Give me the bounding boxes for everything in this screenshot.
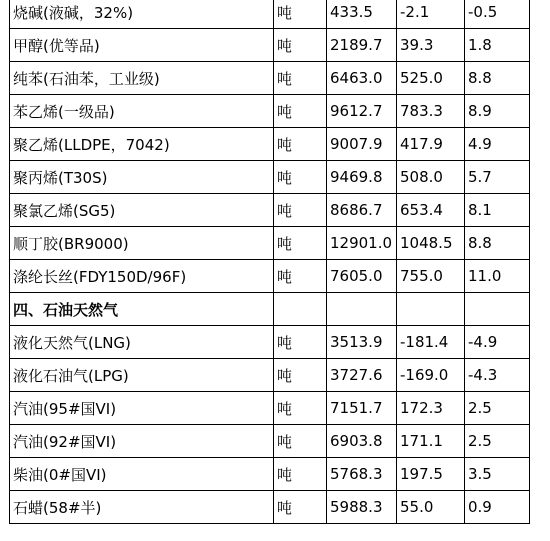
percent-change-cell: 4.9 — [465, 128, 530, 161]
product-name: 涤纶长丝(FDY150D/96F) — [10, 260, 274, 293]
price-cell: 2189.7 — [327, 29, 397, 62]
unit-cell: 吨 — [274, 161, 327, 194]
change-cell: 755.0 — [397, 260, 465, 293]
change-cell: 197.5 — [397, 458, 465, 491]
price-table — [9, 0, 530, 524]
change-cell: 417.9 — [397, 128, 465, 161]
price-cell: 9007.9 — [327, 128, 397, 161]
unit-cell: 吨 — [274, 227, 327, 260]
price-cell: 8686.7 — [327, 194, 397, 227]
change-cell: -169.0 — [397, 359, 465, 392]
unit-cell: 吨 — [274, 425, 327, 458]
percent-change-cell: 8.8 — [465, 62, 530, 95]
section-title: 四、石油天然气 — [10, 293, 274, 326]
product-name: 石蜡(58#半) — [10, 491, 274, 524]
unit-cell: 吨 — [274, 128, 327, 161]
percent-change-cell: 2.5 — [465, 425, 530, 458]
table-row — [10, 62, 530, 95]
product-name: 汽油(95#国VI) — [10, 392, 274, 425]
product-name: 柴油(0#国VI) — [10, 458, 274, 491]
product-name: 甲醇(优等品) — [10, 29, 274, 62]
unit-cell: 吨 — [274, 458, 327, 491]
product-name: 聚丙烯(T30S) — [10, 161, 274, 194]
change-cell: 55.0 — [397, 491, 465, 524]
price-cell: 3513.9 — [327, 326, 397, 359]
table-row — [10, 95, 530, 128]
percent-change-cell: 8.9 — [465, 95, 530, 128]
table-row — [10, 0, 530, 29]
percent-change-cell: -0.5 — [465, 0, 530, 29]
unit-cell: 吨 — [274, 359, 327, 392]
table-row — [10, 392, 530, 425]
percent-change-cell: 11.0 — [465, 260, 530, 293]
percent-change-cell: 8.8 — [465, 227, 530, 260]
change-cell: 172.3 — [397, 392, 465, 425]
unit-cell: 吨 — [274, 95, 327, 128]
change-cell: -2.1 — [397, 0, 465, 29]
percent-change-cell: 1.8 — [465, 29, 530, 62]
price-cell: 433.5 — [327, 0, 397, 29]
price-cell: 5988.3 — [327, 491, 397, 524]
product-name: 纯苯(石油苯，工业级) — [10, 62, 274, 95]
change-cell: 653.4 — [397, 194, 465, 227]
table-row — [10, 491, 530, 524]
product-name: 液化天然气(LNG) — [10, 326, 274, 359]
table-row — [10, 458, 530, 491]
table-row — [10, 194, 530, 227]
change-cell: 1048.5 — [397, 227, 465, 260]
unit-cell: 吨 — [274, 194, 327, 227]
unit-cell: 吨 — [274, 0, 327, 29]
change-cell: 39.3 — [397, 29, 465, 62]
percent-change-cell: 8.1 — [465, 194, 530, 227]
product-name: 汽油(92#国VI) — [10, 425, 274, 458]
price-cell: 7151.7 — [327, 392, 397, 425]
percent-change-cell: 5.7 — [465, 161, 530, 194]
unit-cell: 吨 — [274, 29, 327, 62]
percent-change-cell — [465, 293, 530, 326]
unit-cell: 吨 — [274, 392, 327, 425]
percent-change-cell: -4.3 — [465, 359, 530, 392]
change-cell — [397, 293, 465, 326]
table-row — [10, 359, 530, 392]
table-row — [10, 161, 530, 194]
change-cell: -181.4 — [397, 326, 465, 359]
product-name: 聚氯乙烯(SG5) — [10, 194, 274, 227]
price-cell: 12901.0 — [327, 227, 397, 260]
price-cell: 7605.0 — [327, 260, 397, 293]
price-cell: 6463.0 — [327, 62, 397, 95]
price-cell: 9469.8 — [327, 161, 397, 194]
unit-cell — [274, 293, 327, 326]
product-name: 聚乙烯(LLDPE，7042) — [10, 128, 274, 161]
price-cell: 5768.3 — [327, 458, 397, 491]
product-name: 液化石油气(LPG) — [10, 359, 274, 392]
section-header-row — [10, 293, 530, 326]
table-row — [10, 227, 530, 260]
table-row — [10, 260, 530, 293]
product-name: 烧碱(液碱，32%) — [10, 0, 274, 29]
table-row — [10, 326, 530, 359]
percent-change-cell: 2.5 — [465, 392, 530, 425]
table-row — [10, 425, 530, 458]
price-cell: 6903.8 — [327, 425, 397, 458]
change-cell: 508.0 — [397, 161, 465, 194]
unit-cell: 吨 — [274, 260, 327, 293]
table-row — [10, 29, 530, 62]
price-cell: 9612.7 — [327, 95, 397, 128]
change-cell: 783.3 — [397, 95, 465, 128]
price-cell: 3727.6 — [327, 359, 397, 392]
percent-change-cell: 3.5 — [465, 458, 530, 491]
percent-change-cell: 0.9 — [465, 491, 530, 524]
table-row — [10, 128, 530, 161]
percent-change-cell: -4.9 — [465, 326, 530, 359]
product-name: 顺丁胶(BR9000) — [10, 227, 274, 260]
product-name: 苯乙烯(一级品) — [10, 95, 274, 128]
price-cell — [327, 293, 397, 326]
unit-cell: 吨 — [274, 326, 327, 359]
unit-cell: 吨 — [274, 491, 327, 524]
unit-cell: 吨 — [274, 62, 327, 95]
change-cell: 171.1 — [397, 425, 465, 458]
change-cell: 525.0 — [397, 62, 465, 95]
